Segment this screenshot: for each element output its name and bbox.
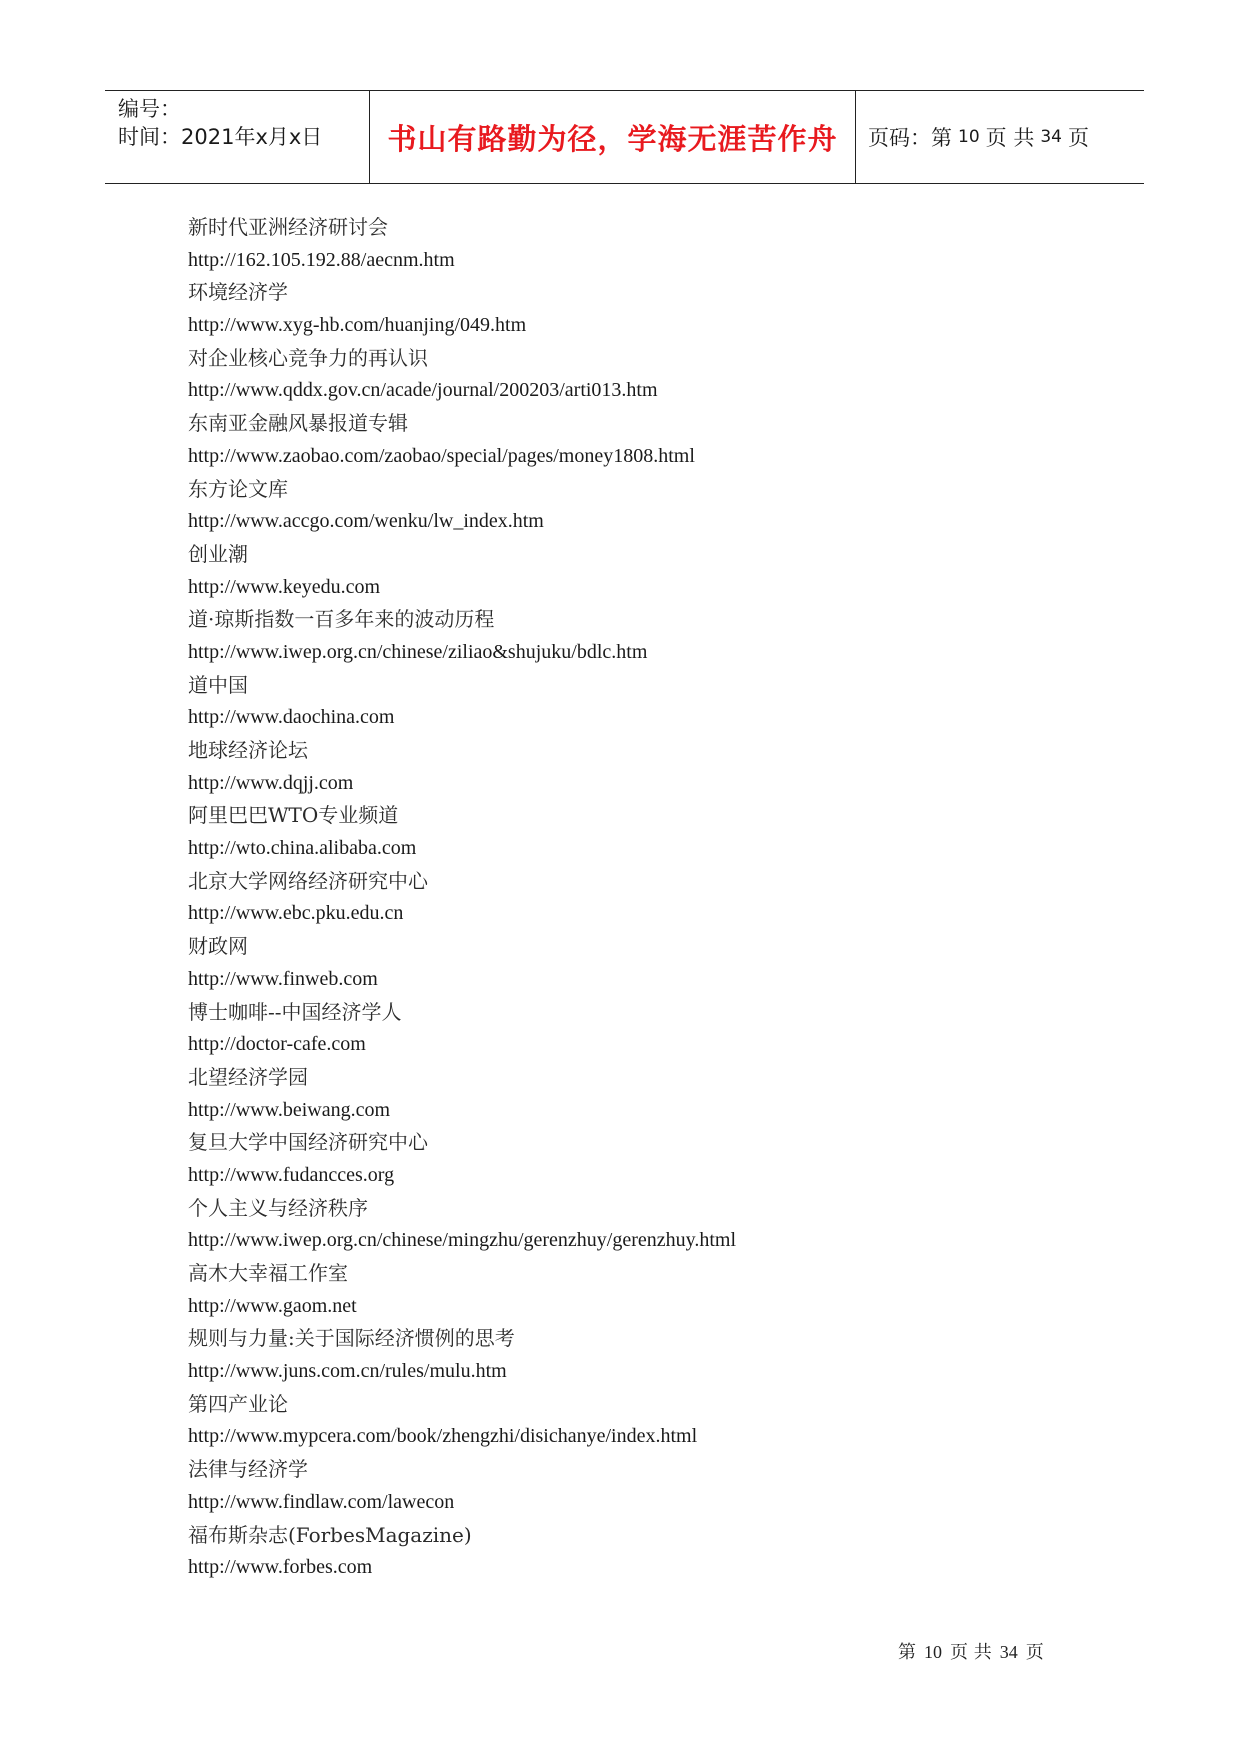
entry-url[interactable]: http://www.findlaw.com/lawecon	[188, 1490, 455, 1513]
list-item	[188, 538, 1088, 603]
entry-url[interactable]: http://162.105.192.88/aecnm.htm	[188, 248, 455, 271]
entry-url[interactable]: http://www.ebc.pku.edu.cn	[188, 902, 404, 925]
list-item	[188, 734, 1088, 799]
footer-page-current: 10	[924, 1642, 942, 1662]
serial-label: 编号：	[118, 97, 181, 121]
list-item	[188, 669, 1088, 734]
entry-title: 高木大幸福工作室	[188, 1261, 348, 1285]
header-page-mid: 页 共	[985, 126, 1035, 150]
list-item	[188, 1061, 1088, 1126]
entry-url[interactable]: http://www.mypcera.com/book/zhengzhi/disichanye/index.html	[188, 1425, 698, 1448]
list-item	[188, 996, 1088, 1061]
list-item	[188, 276, 1088, 341]
entry-url[interactable]: http://www.iwep.org.cn/chinese/mingzhu/gerenzhuy/gerenzhuy.html	[188, 1229, 737, 1252]
entry-title: 创业潮	[188, 541, 248, 566]
list-item	[188, 865, 1088, 930]
entry-title: 阿里巴巴WTO专业频道	[188, 803, 399, 828]
footer-suffix: 页	[1025, 1642, 1044, 1663]
list-item	[188, 211, 1088, 276]
list-item	[188, 799, 1088, 864]
entry-title: 规则与力量:关于国际经济惯例的思考	[188, 1326, 515, 1351]
entry-title: 新时代亚洲经济研讨会	[188, 215, 388, 239]
entry-url[interactable]: http://www.iwep.org.cn/chinese/ziliao&shujuku/bdlc.htm	[188, 640, 648, 663]
list-item	[188, 1519, 1088, 1584]
entry-url[interactable]: http://www.accgo.com/wenku/lw_index.htm	[188, 510, 544, 533]
entry-title: 博士咖啡--中国经济学人	[188, 999, 402, 1024]
entry-title: 对企业核心竞争力的再认识	[188, 345, 428, 370]
header-page-prefix: 页码：第	[868, 126, 952, 150]
entry-title: 环境经济学	[188, 280, 288, 305]
entry-title: 福布斯杂志(ForbesMagazine)	[188, 1522, 472, 1547]
entry-title: 复旦大学中国经济研究中心	[188, 1130, 428, 1155]
header-page-indicator	[856, 91, 1144, 183]
header-page-current: 10	[958, 127, 980, 147]
entry-url[interactable]: http://www.keyedu.com	[188, 575, 381, 598]
entry-title: 东方论文库	[188, 476, 288, 501]
entry-title: 东南亚金融风暴报道专辑	[188, 411, 408, 436]
page-header	[105, 90, 1144, 184]
header-page-total: 34	[1040, 127, 1062, 147]
list-item	[188, 603, 1088, 668]
entry-url[interactable]: http://www.beiwang.com	[188, 1098, 391, 1121]
page-footer	[898, 1638, 1044, 1664]
list-item	[188, 1126, 1088, 1191]
entry-url[interactable]: http://www.finweb.com	[188, 967, 378, 990]
entry-url[interactable]: http://www.qddx.gov.cn/acade/journal/200203/arti013.htm	[188, 379, 658, 402]
entry-url[interactable]: http://www.zaobao.com/zaobao/special/pages/money1808.html	[188, 444, 695, 467]
entry-title: 财政网	[188, 934, 248, 959]
list-item	[188, 1322, 1088, 1387]
list-item	[188, 930, 1088, 995]
list-item	[188, 1257, 1088, 1322]
entry-url[interactable]: http://www.dqjj.com	[188, 771, 354, 794]
time-label: 时间：2021年x月x日	[118, 125, 323, 149]
entry-url[interactable]: http://doctor-cafe.com	[188, 1033, 366, 1056]
entry-url[interactable]: http://www.xyg-hb.com/huanjing/049.htm	[188, 314, 527, 337]
entry-title: 北京大学网络经济研究中心	[188, 868, 428, 893]
entry-url[interactable]: http://www.juns.com.cn/rules/mulu.htm	[188, 1360, 507, 1383]
entry-title: 地球经济论坛	[188, 738, 308, 762]
list-item	[188, 342, 1088, 407]
entry-title: 个人主义与经济秩序	[188, 1195, 368, 1220]
entry-url[interactable]: http://www.fudancces.org	[188, 1163, 395, 1186]
list-item	[188, 473, 1088, 538]
entry-title: 道·琼斯指数一百多年来的波动历程	[188, 607, 495, 632]
list-item	[188, 1453, 1088, 1518]
list-item	[188, 407, 1088, 472]
link-list	[188, 211, 1088, 1584]
entry-url[interactable]: http://wto.china.alibaba.com	[188, 837, 417, 860]
list-item	[188, 1388, 1088, 1453]
list-item	[188, 1192, 1088, 1257]
header-motto: 书山有路勤为径，学海无涯苦作舟	[370, 91, 856, 183]
header-meta	[105, 91, 370, 183]
entry-title: 法律与经济学	[188, 1457, 308, 1482]
entry-title: 第四产业论	[188, 1391, 288, 1416]
footer-prefix: 第	[898, 1642, 916, 1663]
entry-url[interactable]: http://www.gaom.net	[188, 1294, 357, 1317]
entry-title: 北望经济学园	[188, 1064, 308, 1089]
header-page-suffix: 页	[1067, 126, 1089, 150]
entry-url[interactable]: http://www.forbes.com	[188, 1556, 373, 1579]
footer-mid: 页 共	[950, 1642, 992, 1663]
footer-page-total: 34	[999, 1642, 1018, 1662]
entry-url[interactable]: http://www.daochina.com	[188, 706, 395, 729]
entry-title: 道中国	[188, 672, 248, 697]
